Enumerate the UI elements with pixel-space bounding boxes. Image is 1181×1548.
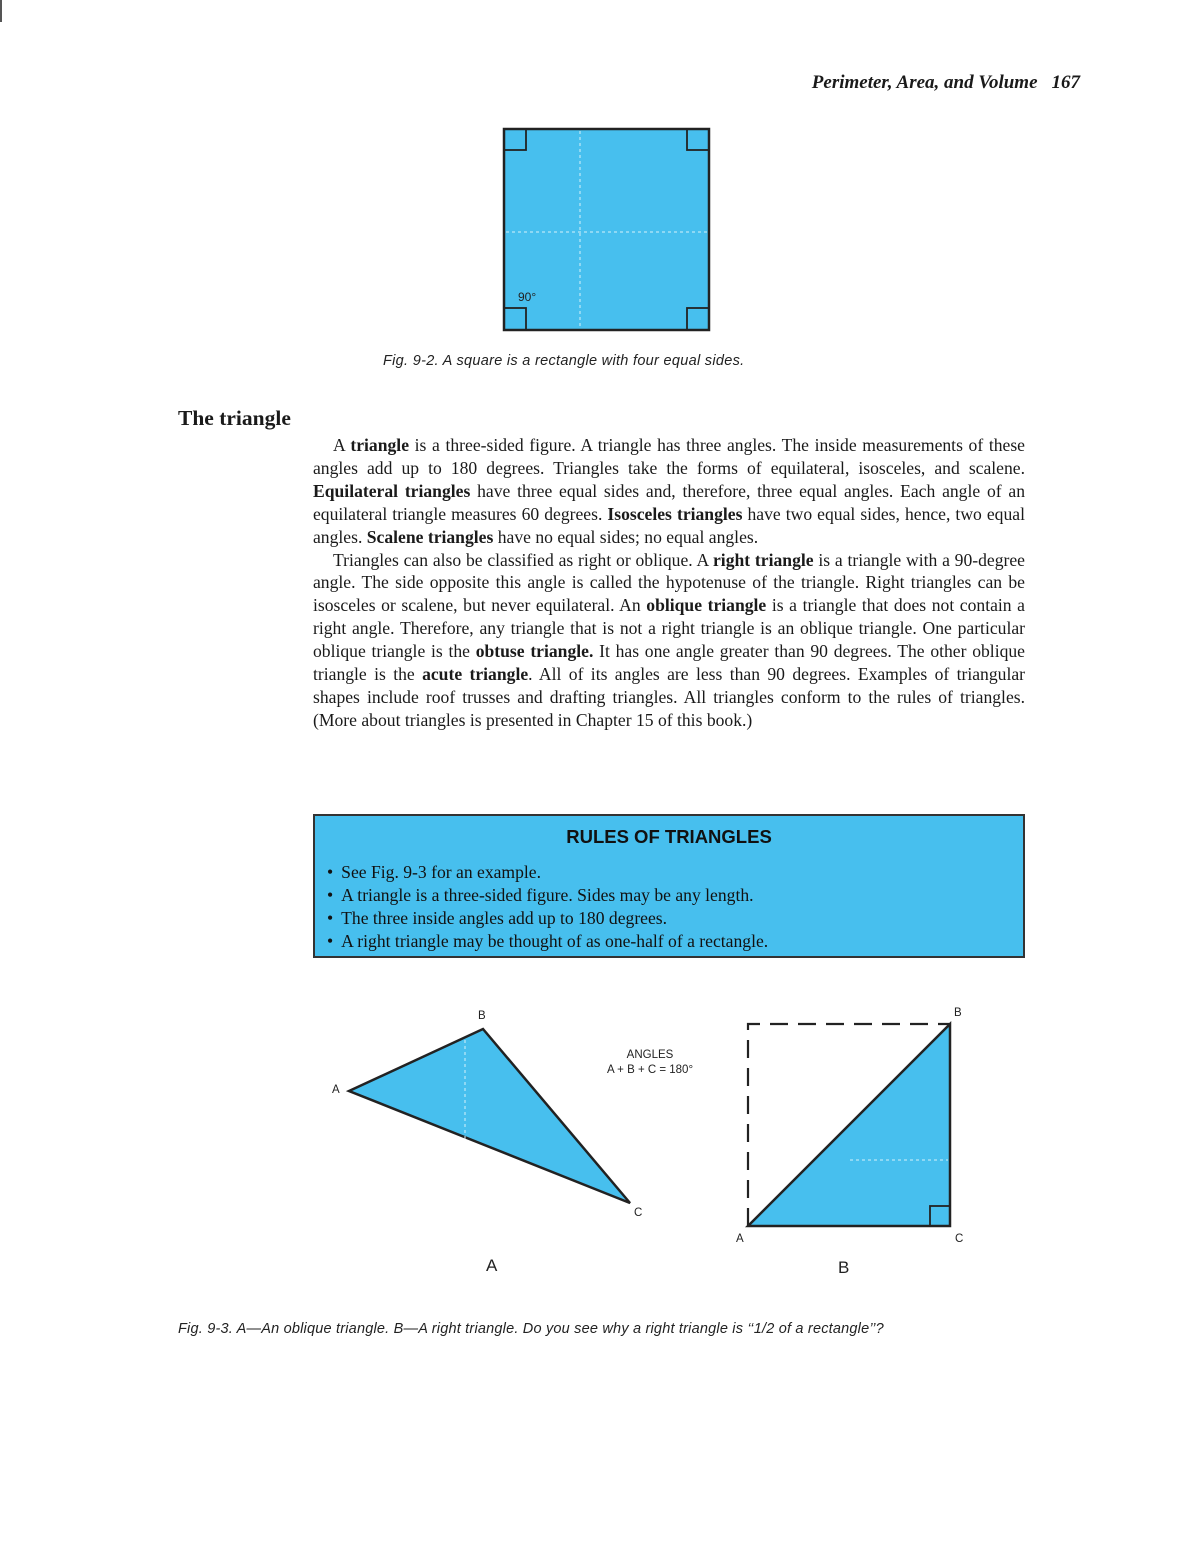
figure-9-3-caption: Fig. 9-3. A—An oblique triangle. B—A right triangle. Do you see why a right triangle is ‘‘1/2 of a rectangle’’? bbox=[178, 1321, 884, 1337]
text-run: . All of its angles are less than 90 degrees. Examples of triangular shapes include roof trusses and drafting triangles. All triangles conform to the rules of triangles. (More about triangles is presented in Chapter 15 of this book.) bbox=[313, 664, 1025, 730]
key-term: Scalene triangles bbox=[366, 526, 494, 547]
part-label-a: A bbox=[486, 1256, 498, 1275]
key-term: acute triangle bbox=[422, 664, 529, 685]
text-run: is a triangle with a 90-degree angle. The side opposite this angle is called the hypotenuse of the triangle. Right triangles can be isosceles or scalene, but never equilateral. An bbox=[313, 549, 1025, 616]
part-label-b: B bbox=[838, 1258, 850, 1277]
key-term: oblique triangle bbox=[646, 595, 767, 616]
figure-9-2-caption: Fig. 9-2. A square is a rectangle with four equal sides. bbox=[383, 353, 745, 369]
vertex-label-a: A bbox=[332, 1084, 340, 1096]
text-run: have two equal sides, hence, two equal angles. bbox=[313, 503, 1025, 547]
right-angle-label: 90° bbox=[518, 290, 537, 304]
angles-note-title: ANGLES bbox=[626, 1049, 674, 1061]
text-run: It has one angle greater than 90 degrees. The other oblique triangle is the bbox=[313, 641, 1025, 685]
rule-item: • A triangle is a three-sided figure. Sides may be any length. bbox=[327, 884, 768, 907]
vertex-label-c: C bbox=[634, 1207, 643, 1219]
text-run: A bbox=[333, 435, 351, 455]
text-run: is a three-sided figure. A triangle has three angles. The inside measurements of these angles add up to 180 degrees. Triangles take the forms of equilateral, isosceles, and scalene. bbox=[313, 435, 1025, 478]
text-run: Triangles can also be classified as right or oblique. A bbox=[333, 549, 713, 570]
key-term: obtuse triangle. bbox=[475, 641, 594, 662]
text-run: is a triangle that does not contain a right angle. Therefore, any triangle that is not a right triangle is an oblique triangle. One particular oblique triangle is the bbox=[313, 595, 1025, 662]
rule-item: • The three inside angles add up to 180 degrees. bbox=[327, 907, 768, 930]
key-term: triangle bbox=[350, 435, 410, 455]
angles-note-formula: A + B + C = 180° bbox=[606, 1064, 694, 1076]
key-term: Equilateral triangles bbox=[313, 480, 471, 501]
vertex-label-b: B bbox=[478, 1010, 486, 1022]
vertex-label-a-right: A bbox=[736, 1233, 744, 1245]
text-run: have no equal sides; no equal angles. bbox=[493, 526, 759, 547]
page-number: 167 bbox=[1051, 72, 1080, 93]
rules-box-title: RULES OF TRIANGLES bbox=[566, 826, 772, 847]
text-run: have three equal sides and, therefore, three equal angles. Each angle of an equilateral triangle measures 60 degrees. bbox=[313, 480, 1026, 524]
section-heading: The triangle bbox=[178, 406, 291, 430]
key-term: right triangle bbox=[713, 549, 814, 570]
vertex-label-b-right: B bbox=[954, 1007, 962, 1019]
rule-item: • See Fig. 9-3 for an example. bbox=[327, 861, 768, 884]
vertex-label-c-right: C bbox=[955, 1233, 964, 1245]
running-head-title: Perimeter, Area, and Volume bbox=[811, 72, 1038, 93]
key-term: Isosceles triangles bbox=[607, 503, 743, 524]
rule-item: • A right triangle may be thought of as one-half of a rectangle. bbox=[327, 930, 768, 953]
